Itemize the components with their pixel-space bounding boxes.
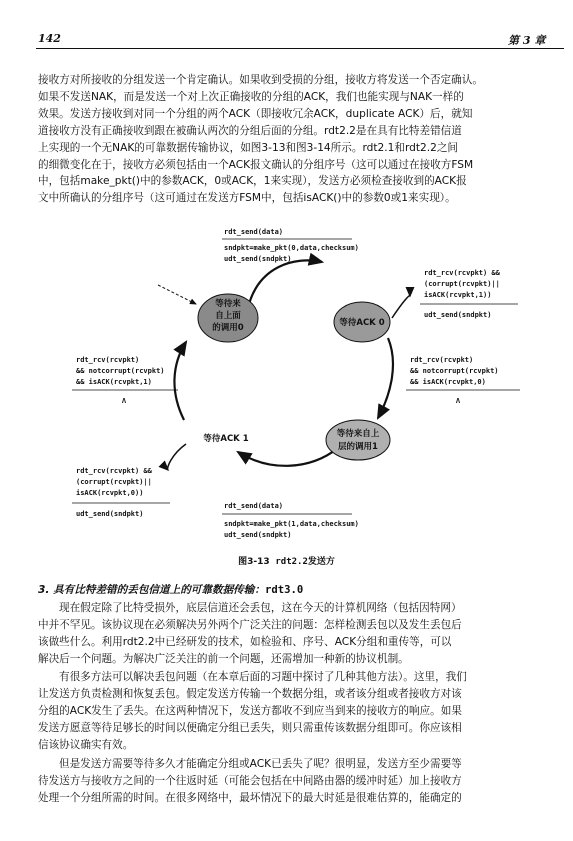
event-text: rdt_send(data) [224, 228, 284, 236]
figure-label: 图3-13 [238, 557, 270, 567]
text-line: 如果不发送NAK，而是发送一个对上次正确接收的分组的ACK，我们也能实现与NAK一样的 [38, 90, 464, 103]
action-text: udt_send(sndpkt) [224, 531, 292, 539]
event-text: rdt_rcv(rcvpkt) [410, 356, 474, 364]
text-line: 现在假定除了比特受损外，底层信道还会丢包，这在今天的计算机网络（包括因特网） [59, 602, 462, 614]
text-line: 效果。发送方接收到对同一个分组的两个ACK（即接收冗余ACK，duplicate ACK）后，就知 [38, 107, 473, 120]
transition-arc-left [174, 342, 186, 420]
self-loop-ack1 [168, 444, 186, 470]
chapter-label: 第 3 章 [508, 34, 546, 47]
text-line: 中，包括make_pkt()中的参数ACK，0或ACK，1来实现），发送方必须检查接收到的ACK报 [38, 175, 467, 188]
paragraph-3 [38, 669, 564, 754]
state-label: 自上面 [215, 311, 241, 321]
initial-state-arrow [158, 285, 196, 304]
state-label: 层的调用1 [338, 442, 378, 452]
figure-title: rdt2.2发送方 [275, 557, 335, 567]
text-line: 待发送方与接收方之间的一个往返时延（可能会包括在中间路由器的缓冲时延）加上接收方 [38, 774, 462, 787]
state-wait-ack-1 [203, 433, 248, 444]
text-line: 道接收方没有正确接收到跟在被确认两次的分组后面的分组。rdt2.2是在具有比特差错信道 [38, 124, 462, 137]
transition-label-ack0-loop [420, 269, 518, 319]
transition-arc-bottom [238, 448, 338, 466]
event-text: && notcorrupt(rcvpkt) [76, 367, 165, 375]
action-text: Λ [121, 397, 127, 405]
paragraph-2 [38, 600, 564, 668]
text-line: 的细微变化在于，接收方必须包括由一个ACK报文确认的分组序号（这可以通过在接收方FSM [38, 158, 474, 171]
state-wait-ack-0 [334, 302, 390, 342]
transition-label-ack1-loop [72, 467, 170, 518]
state-wait-call-0 [198, 294, 258, 342]
section-heading-text: 3. 具有比特差错的丢包信道上的可靠数据传输： [38, 584, 265, 596]
figure-caption [0, 554, 573, 567]
text-line: 该做些什么。利用rdt2.2中已经研发的技术，如检验和、序号、ACK分组和重传等，可以 [38, 635, 452, 648]
action-text: sndpkt=make_pkt(0,data,checksum) [224, 244, 359, 252]
state-label: 等待ACK 1 [203, 434, 249, 444]
state-label: 等待来 [215, 299, 241, 309]
text-line: 分组的ACK发生了丢失。在这两种情况下，发送方都收不到应当到来的接收方的响应。如果 [38, 704, 462, 717]
event-text: rdt_rcv(rcvpkt) [76, 356, 140, 364]
action-text: Λ [455, 397, 461, 405]
text-line: 文中所确认的分组序号（这可通过在发送方FSM中，包括isACK()中的参数0或1来实现）。 [38, 192, 456, 205]
event-text: rdt_rcv(rcvpkt) && [76, 467, 152, 475]
transition-arc-right [378, 338, 393, 418]
page-number: 142 [38, 32, 61, 45]
self-loop-ack0 [392, 296, 410, 318]
transition-arc-top [248, 260, 322, 308]
text-line: 让发送方负责检测和恢复丢包。假定发送方传输一个数据分组，或者该分组或者接收方对该 [38, 687, 462, 700]
event-text: (corrupt(rcvpkt)|| [424, 280, 500, 288]
text-line: 信该协议确实有效。 [38, 738, 134, 751]
state-label: 等待来自上 [336, 429, 380, 439]
action-text: udt_send(sndpkt) [224, 255, 292, 263]
event-text: (corrupt(rcvpkt)|| [76, 478, 152, 486]
transition-label-left [72, 356, 178, 405]
state-label: 的调用0 [212, 323, 244, 333]
event-text: rdt_send(data) [224, 502, 284, 510]
state-wait-call-1 [326, 420, 390, 460]
paragraph-4 [38, 756, 564, 807]
event-text: isACK(rcvpkt,1)) [424, 291, 492, 299]
transition-label-top [222, 228, 359, 263]
event-text: && isACK(rcvpkt,0) [410, 378, 486, 386]
action-text: sndpkt=make_pkt(1,data,checksum) [224, 520, 359, 528]
event-text: rdt_rcv(rcvpkt) && [424, 269, 500, 277]
transition-label-right [406, 356, 520, 405]
action-text: udt_send(sndpkt) [424, 311, 492, 319]
event-text: && notcorrupt(rcvpkt) [410, 367, 499, 375]
section-heading-code: rdt3.0 [264, 584, 304, 596]
text-line: 发送方愿意等待足够长的时间以便确定分组已丢失，则只需重传该数据分组即可。你应该相 [38, 721, 462, 734]
action-text: udt_send(sndpkt) [76, 510, 144, 518]
event-text: && isACK(rcvpkt,1) [76, 378, 152, 386]
text-line: 接收方对所接收的分组发送一个肯定确认。如果收到受损的分组，接收方将发送一个否定确认。 [38, 74, 483, 86]
text-line: 但是发送方需要等待多久才能确定分组或ACK已丢失了呢？很明显，发送方至少需要等 [59, 758, 462, 770]
section-heading [38, 582, 303, 597]
text-line: 解决后一个问题。为解决广泛关注的前一个问题，还需增加一种新的协议机制。 [38, 652, 409, 665]
text-line: 处理一个分组所需的时间。在很多网络中，最坏情况下的最大时延是很难估算的，能确定的 [38, 791, 462, 804]
state-label: 等待ACK 0 [339, 318, 385, 328]
event-text: isACK(rcvpkt,0)) [76, 489, 144, 497]
text-line: 中并不罕见。该协议现在必须解决另外两个广泛关注的问题：怎样检测丢包以及发生丢包后 [38, 618, 462, 631]
text-line: 有很多方法可以解决丢包问题（在本章后面的习题中探讨了几种其他方法）。这里，我们 [59, 671, 467, 683]
text-line: 上实现的一个无NAK的可靠数据传输协议，如图3-13和图3-14所示。rdt2.1和rdt2.2之间 [38, 141, 459, 154]
transition-label-bottom [222, 502, 359, 539]
